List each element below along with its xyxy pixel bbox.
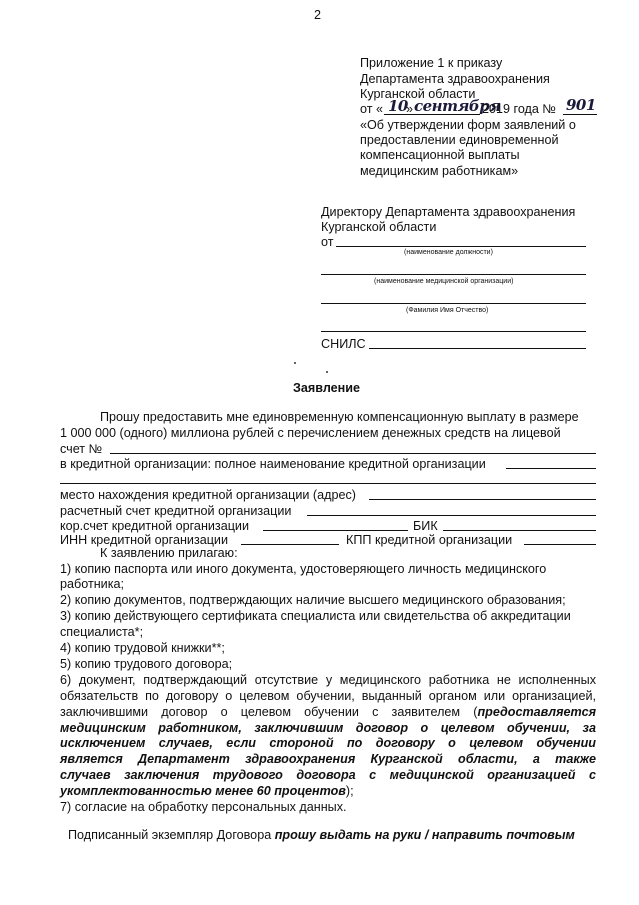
appendix-order-number: 901 bbox=[566, 96, 596, 114]
scan-speck bbox=[294, 362, 296, 364]
organization-hint: (наименование медицинской организации) bbox=[374, 278, 514, 285]
settlement-account-field-line bbox=[307, 515, 596, 516]
inn-label: ИНН кредитной организации bbox=[60, 533, 229, 547]
appendix-line: Департамента здравоохранения bbox=[360, 72, 550, 86]
attachment-item: 1) копию паспорта или иного документа, удостоверяющего личность медицинского bbox=[60, 562, 547, 576]
appendix-line: Курганской области bbox=[360, 87, 476, 101]
addressee-line: Курганской области bbox=[321, 220, 437, 234]
organization-field-line bbox=[321, 274, 586, 275]
scan-speck bbox=[326, 371, 328, 373]
inn-field-line bbox=[241, 544, 339, 545]
attachment-item: 4) копию трудовой книжки**; bbox=[60, 641, 225, 655]
bank-name-label: в кредитной организации: полное наименование кредитной организации bbox=[60, 457, 486, 471]
attachment-item-note: исключением случаев, если стороной по договору о целевом обучении bbox=[60, 736, 596, 750]
signed-copy-line bbox=[68, 827, 575, 843]
bank-name-extra-line bbox=[60, 483, 596, 484]
body-line: счет № bbox=[60, 442, 103, 456]
attachment-item-text: заключившими договор о целевом обучении с заявителем ( bbox=[60, 705, 478, 719]
position-hint: (наименование должности) bbox=[404, 249, 493, 256]
date-underline bbox=[384, 114, 480, 115]
attachment-item bbox=[60, 783, 354, 799]
account-field-line bbox=[110, 453, 596, 454]
appendix-date-mid: » bbox=[406, 102, 414, 116]
snils-label: СНИЛС bbox=[321, 337, 366, 351]
attachments-intro: К заявлению прилагаю: bbox=[100, 546, 238, 560]
attachment-item-text: ); bbox=[345, 784, 354, 798]
settlement-account-label: расчетный счет кредитной организации bbox=[60, 504, 292, 518]
position-field-line bbox=[336, 246, 586, 247]
attachment-item: 7) согласие на обработку персональных данных. bbox=[60, 800, 347, 814]
attachment-item-note: предоставляется bbox=[477, 705, 596, 719]
appendix-line: компенсационной выплаты bbox=[360, 148, 520, 162]
attachment-item: 3) копию действующего сертификата специалиста или свидетельства об аккредитации bbox=[60, 609, 571, 623]
extra-field-line bbox=[321, 331, 586, 332]
name-hint: (Фамилия Имя Отчество) bbox=[406, 307, 489, 314]
appendix-date-day: 10 bbox=[388, 97, 408, 115]
attachment-item: 2) копию документов, подтверждающих наличие высшего медицинского образования; bbox=[60, 593, 566, 607]
attachment-item bbox=[60, 704, 596, 720]
appendix-date-year: 2019 года № bbox=[482, 102, 556, 116]
bik-label: БИК bbox=[413, 519, 438, 533]
kpp-field-line bbox=[524, 544, 596, 545]
appendix-line: медицинским работникам» bbox=[360, 164, 519, 178]
body-line: Прошу предоставить мне единовременную компенсационную выплату в размере bbox=[100, 410, 579, 424]
bik-field-line bbox=[443, 530, 596, 531]
document-title: Заявление bbox=[293, 381, 361, 395]
attachment-item: 6) документ, подтверждающий отсутствие у медицинского работника не исполненных bbox=[60, 673, 596, 687]
bank-name-field-line bbox=[506, 468, 596, 469]
page-number: 2 bbox=[314, 8, 322, 22]
appendix-date-prefix: от « bbox=[360, 102, 383, 116]
attachment-item-note: укомплектованностью менее 60 процентов bbox=[60, 784, 346, 798]
attachment-item: специалиста*; bbox=[60, 625, 144, 639]
attachment-item: 5) копию трудового договора; bbox=[60, 657, 233, 671]
order-number-underline bbox=[563, 114, 597, 115]
signed-copy-choice: прошу выдать на руки / направить почтовым bbox=[274, 828, 575, 842]
appendix-date-month: сентября bbox=[414, 97, 501, 115]
attachment-item-note: медицинским работником, заключившим договор о целевом обучении, за bbox=[60, 721, 596, 735]
corr-account-field-line bbox=[263, 530, 408, 531]
appendix-line: предоставлении единовременной bbox=[360, 133, 559, 147]
attachment-item: работника; bbox=[60, 577, 124, 591]
addressee-from-label: от bbox=[321, 235, 334, 249]
bank-address-field-line bbox=[369, 499, 596, 500]
corr-account-label: кор.счет кредитной организации bbox=[60, 519, 249, 533]
bank-address-label: место нахождения кредитной организации (адрес) bbox=[60, 488, 356, 502]
attachment-item-note: случаев заключения трудового договора с медицинской организацией с bbox=[60, 768, 596, 782]
appendix-line: «Об утверждении форм заявлений о bbox=[360, 118, 576, 132]
signed-copy-text: Подписанный экземпляр Договора bbox=[68, 828, 275, 842]
name-field-line bbox=[321, 303, 586, 304]
kpp-label: КПП кредитной организации bbox=[346, 533, 513, 547]
snils-field-line bbox=[369, 348, 586, 349]
attachment-item-note: является Департамент здравоохранения Курганской области, а также bbox=[60, 752, 596, 766]
addressee-line: Директору Департамента здравоохранения bbox=[321, 205, 576, 219]
appendix-line: Приложение 1 к приказу bbox=[360, 56, 503, 70]
body-line: 1 000 000 (одного) миллиона рублей с перечислением денежных средств на лицевой bbox=[60, 426, 561, 440]
attachment-item: обязательств по договору о целевом обучении, выданный органом или организацией, bbox=[60, 689, 596, 703]
